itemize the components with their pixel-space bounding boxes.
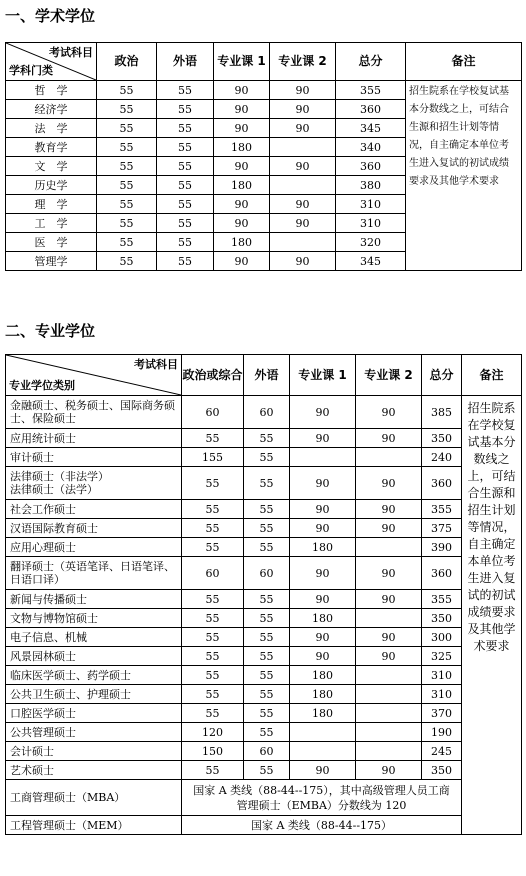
discipline-name: 教育学 [6,138,97,157]
col-header-language: 外语 [244,355,290,396]
score-cell [356,742,422,761]
score-cell: 180 [290,704,356,723]
table-row-mba [6,780,522,816]
score-cell: 55 [244,704,290,723]
table-row [6,590,522,609]
score-cell: 345 [336,119,406,138]
score-cell: 390 [422,538,462,557]
discipline-name: 管理学 [6,252,97,271]
score-cell: 55 [244,500,290,519]
score-cell [356,723,422,742]
score-cell: 55 [97,138,157,157]
score-cell [290,448,356,467]
score-cell: 90 [290,590,356,609]
section1-title: 一、学术学位 [5,7,96,25]
degree-category-name: 汉语国际教育硕士 [6,519,182,538]
remarks-note: 招生院系在学校复试基本分数线之上，可结合生源和招生计划等情况，自主确定本单位考生进入复试的初试成绩要求及其他学术要求 [462,396,522,835]
table-row [6,538,522,557]
score-cell: 55 [97,100,157,119]
header-discipline: 学科门类 [9,64,53,77]
score-cell: 90 [290,519,356,538]
score-cell: 325 [422,647,462,666]
score-cell: 350 [422,761,462,780]
score-cell: 150 [182,742,244,761]
score-cell: 55 [182,628,244,647]
score-cell: 90 [270,157,336,176]
score-cell: 90 [356,628,422,647]
score-cell: 360 [422,557,462,590]
score-cell: 55 [182,609,244,628]
score-cell: 355 [336,81,406,100]
score-cell: 55 [157,138,214,157]
score-cell: 55 [157,100,214,119]
score-cell: 180 [214,138,270,157]
score-cell: 350 [422,429,462,448]
discipline-name: 经济学 [6,100,97,119]
score-cell: 55 [157,195,214,214]
score-cell: 55 [97,252,157,271]
col-header-politics: 政治 [97,43,157,81]
degree-category-name: 社会工作硕士 [6,500,182,519]
score-cell: 380 [336,176,406,195]
score-cell: 90 [290,628,356,647]
score-cell: 55 [244,429,290,448]
score-cell: 90 [214,100,270,119]
score-cell: 90 [290,647,356,666]
discipline-name: 法 学 [6,119,97,138]
score-cell [356,666,422,685]
header-exam-subject: 考试科目 [134,358,178,371]
col-header-language: 外语 [157,43,214,81]
score-cell: 90 [290,429,356,448]
score-cell [270,138,336,157]
score-cell: 360 [422,467,462,500]
score-cell: 55 [97,176,157,195]
score-cell: 55 [157,119,214,138]
score-cell: 55 [97,157,157,176]
score-cell: 180 [214,176,270,195]
score-cell: 55 [244,723,290,742]
score-cell: 60 [244,557,290,590]
table-row [6,685,522,704]
score-cell: 55 [182,538,244,557]
score-cell: 60 [244,396,290,429]
score-cell: 55 [182,429,244,448]
score-cell: 60 [182,396,244,429]
score-cell: 90 [270,81,336,100]
score-cell: 90 [214,214,270,233]
score-cell [356,685,422,704]
score-cell: 180 [290,666,356,685]
score-cell: 55 [244,609,290,628]
score-cell [290,723,356,742]
table-row [6,666,522,685]
col-header-major2: 专业课 2 [356,355,422,396]
score-cell: 60 [182,557,244,590]
score-cell: 370 [422,704,462,723]
degree-category-name: 文物与博物馆硕士 [6,609,182,628]
score-cell: 300 [422,628,462,647]
degree-category-name: 应用统计硕士 [6,429,182,448]
score-cell: 55 [97,81,157,100]
professional-degree-table [5,354,522,835]
score-cell: 90 [356,647,422,666]
col-header-major1: 专业课 1 [290,355,356,396]
score-cell: 90 [214,195,270,214]
score-cell: 55 [182,467,244,500]
degree-category-name: 应用心理硕士 [6,538,182,557]
score-cell: 55 [182,666,244,685]
score-cell: 90 [214,81,270,100]
score-cell: 90 [290,500,356,519]
degree-category-name: 金融硕士、税务硕士、国际商务硕士、保险硕士 [6,396,182,429]
score-cell: 55 [157,214,214,233]
score-cell: 55 [97,214,157,233]
score-cell: 360 [336,157,406,176]
score-cell: 55 [157,157,214,176]
score-cell: 55 [97,233,157,252]
score-cell: 310 [422,666,462,685]
score-cell: 120 [182,723,244,742]
score-cell: 55 [182,500,244,519]
table-row [6,557,522,590]
score-cell [356,538,422,557]
score-cell: 155 [182,448,244,467]
score-cell: 90 [270,119,336,138]
degree-category-name: 公共管理硕士 [6,723,182,742]
score-cell: 360 [336,100,406,119]
col-header-politics-or-comprehensive: 政治或综合 [182,355,244,396]
score-cell: 240 [422,448,462,467]
discipline-name: 工 学 [6,214,97,233]
score-cell: 55 [244,448,290,467]
section2-title: 二、专业学位 [5,322,96,340]
score-cell: 90 [290,761,356,780]
score-cell: 55 [244,761,290,780]
score-cell: 55 [182,647,244,666]
score-cell: 55 [244,685,290,704]
col-header-total: 总分 [422,355,462,396]
score-cell: 320 [336,233,406,252]
remarks-note: 招生院系在学校复试基本分数线之上，可结合生源和招生计划等情况，自主确定本单位考生进入复试的初试成绩要求及其他学术要求 [406,81,522,271]
table-row [6,467,522,500]
score-cell: 55 [157,176,214,195]
table-row [6,742,522,761]
score-cell: 310 [422,685,462,704]
degree-category-name: 临床医学硕士、药学硕士 [6,666,182,685]
degree-category-name: 会计硕士 [6,742,182,761]
degree-category-name: 法律硕士（非法学） 法律硕士（法学） [6,467,182,500]
score-cell: 90 [270,100,336,119]
table-row [6,647,522,666]
score-cell: 180 [290,609,356,628]
score-cell: 90 [270,214,336,233]
score-cell: 355 [422,590,462,609]
score-cell: 55 [182,761,244,780]
score-cell [270,233,336,252]
score-cell: 55 [244,467,290,500]
score-cell: 55 [157,252,214,271]
score-cell: 180 [214,233,270,252]
score-cell: 90 [356,519,422,538]
table-row [6,519,522,538]
score-cell: 90 [290,467,356,500]
score-cell: 55 [244,628,290,647]
col-header-remarks: 备注 [406,43,522,81]
table-row [6,704,522,723]
score-cell: 345 [336,252,406,271]
score-cell: 90 [356,761,422,780]
score-cell: 55 [157,233,214,252]
table-row [6,723,522,742]
degree-category-name: 电子信息、机械 [6,628,182,647]
table-row [6,761,522,780]
score-cell: 350 [422,609,462,628]
score-cell: 90 [270,252,336,271]
score-cell: 55 [157,81,214,100]
col-header-remarks: 备注 [462,355,522,396]
score-cell: 90 [356,429,422,448]
score-cell: 55 [182,685,244,704]
degree-category-name: 翻译硕士（英语笔译、日语笔译、日语口译） [6,557,182,590]
score-cell [356,448,422,467]
degree-category-name: 工程管理硕士（MEM） [6,816,182,835]
score-cell: 55 [244,666,290,685]
score-cell: 55 [244,538,290,557]
score-cell: 90 [356,590,422,609]
score-cell: 55 [182,704,244,723]
score-cell: 180 [290,538,356,557]
score-cell: 90 [356,467,422,500]
col-header-total: 总分 [336,43,406,81]
score-cell: 90 [356,500,422,519]
degree-category-name: 口腔医学硕士 [6,704,182,723]
discipline-name: 历史学 [6,176,97,195]
col-header-major1: 专业课 1 [214,43,270,81]
degree-category-name: 工商管理硕士（MBA） [6,780,182,816]
score-cell: 55 [244,647,290,666]
score-cell: 190 [422,723,462,742]
score-cell: 55 [182,590,244,609]
degree-category-name: 艺术硕士 [6,761,182,780]
score-cell: 385 [422,396,462,429]
score-cell: 375 [422,519,462,538]
mem-score-note: 国家 A 类线（88-44--175） [182,816,462,835]
score-cell: 90 [214,252,270,271]
mba-score-note: 国家 A 类线（88-44--175），其中高级管理人员工商管理硕士（EMBA）分数线为 120 [182,780,462,816]
score-cell: 90 [356,557,422,590]
score-cell: 340 [336,138,406,157]
header-diagonal-cell [6,43,97,81]
score-cell [270,176,336,195]
score-cell [356,704,422,723]
score-cell: 55 [244,590,290,609]
table-row-mem [6,816,522,835]
score-cell: 245 [422,742,462,761]
score-cell: 355 [422,500,462,519]
col-header-major2: 专业课 2 [270,43,336,81]
score-cell: 310 [336,214,406,233]
degree-category-name: 公共卫生硕士、护理硕士 [6,685,182,704]
table-row [6,429,522,448]
score-cell [290,742,356,761]
score-cell: 90 [214,119,270,138]
score-cell: 60 [244,742,290,761]
table-row [6,448,522,467]
score-cell: 90 [290,557,356,590]
discipline-name: 理 学 [6,195,97,214]
discipline-name: 哲 学 [6,81,97,100]
discipline-name: 医 学 [6,233,97,252]
discipline-name: 文 学 [6,157,97,176]
table-row [6,396,522,429]
degree-category-name: 审计硕士 [6,448,182,467]
score-cell: 310 [336,195,406,214]
table-row [6,628,522,647]
score-cell: 90 [214,157,270,176]
header-diagonal-cell [6,355,182,396]
table-row [6,500,522,519]
score-cell: 180 [290,685,356,704]
score-cell: 90 [356,396,422,429]
score-cell: 55 [97,119,157,138]
score-cell: 55 [244,519,290,538]
table-row [6,81,522,100]
header-degree-category: 专业学位类别 [9,379,75,392]
degree-category-name: 新闻与传播硕士 [6,590,182,609]
table-row [6,609,522,628]
score-cell: 55 [97,195,157,214]
header-exam-subject: 考试科目 [49,46,93,59]
score-cell [356,609,422,628]
score-cell: 55 [182,519,244,538]
degree-category-name: 风景园林硕士 [6,647,182,666]
score-cell: 90 [270,195,336,214]
academic-degree-table [5,42,522,271]
score-cell: 90 [290,396,356,429]
